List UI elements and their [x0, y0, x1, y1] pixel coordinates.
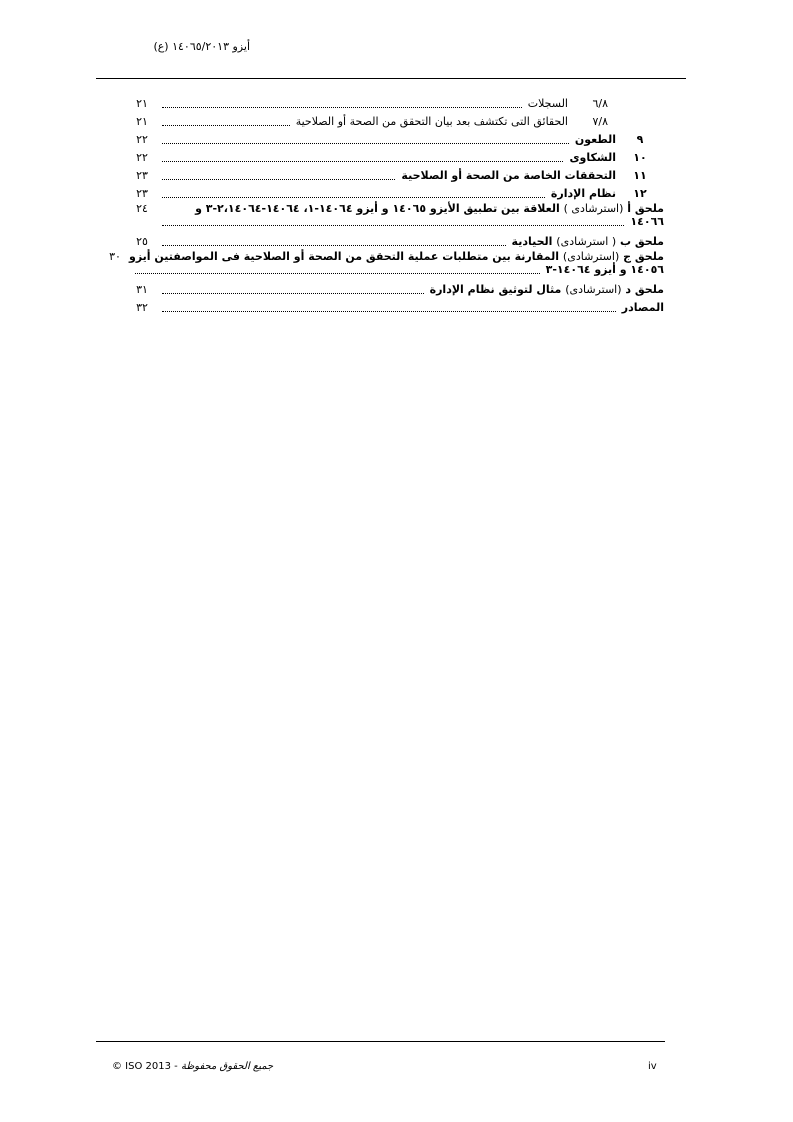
dot-leader — [162, 161, 563, 162]
toc-row[interactable] — [128, 112, 664, 130]
toc-row[interactable] — [128, 184, 664, 202]
toc-number: ١١ — [633, 168, 647, 182]
toc-page: ٢١ — [136, 96, 148, 110]
toc-bibliography-row[interactable] — [128, 298, 664, 316]
toc-page: ٢٣ — [136, 168, 148, 182]
toc-subnumber: ٧/٨ — [592, 114, 608, 128]
dot-leader — [162, 125, 290, 126]
toc-number: ١٠ — [633, 150, 647, 164]
toc-annex-row[interactable] — [128, 280, 664, 298]
footer-page-number: iv — [648, 1061, 657, 1072]
toc-row[interactable] — [128, 130, 664, 148]
toc-label: الحقائق التى تكتشف بعد بيان التحقق من الصحة أو الصلاحية — [295, 114, 568, 128]
toc-label: الطعون — [574, 132, 616, 146]
annex-title-line — [156, 215, 664, 228]
toc-number: ٩ — [636, 132, 644, 146]
toc-page: ٢٤ — [136, 202, 148, 215]
toc-page: ٣٠ — [109, 250, 121, 263]
annex-kind: (استرشادى) — [562, 250, 620, 263]
dot-leader — [162, 107, 522, 108]
annex-title-line — [129, 250, 664, 263]
annex-label — [622, 301, 664, 314]
annex-title-block — [129, 250, 664, 276]
dot-leader — [162, 143, 569, 144]
annex-label — [430, 283, 664, 296]
toc-page: ٢١ — [136, 114, 148, 128]
dot-leader — [162, 225, 624, 226]
table-of-contents — [109, 94, 664, 316]
toc-subnumber: ٦/٨ — [592, 96, 608, 110]
annex-title: العلاقة بين تطبيق الأيزو ١٤٠٦٥ و أيزو ١٤٠٦٤-١، ١٤٠٦٤-٢،١٤٠٦٤-٣ و — [195, 202, 560, 215]
toc-page: ٢٢ — [136, 150, 148, 164]
annex-kind: (استرشادى) — [565, 282, 622, 296]
annex-title-block — [156, 202, 664, 228]
dot-leader — [162, 293, 424, 294]
annex-prefix: ملحق ج — [623, 250, 664, 263]
toc-page: ٣٢ — [136, 300, 148, 314]
annex-prefix: ملحق د — [625, 282, 664, 296]
annex-title: الحيادية — [511, 234, 553, 248]
annex-kind: (استرشادى ) — [563, 202, 624, 215]
toc-label: التحققات الخاصة من الصحة أو الصلاحية — [401, 168, 616, 182]
dot-leader — [162, 245, 506, 246]
dot-leader — [162, 311, 616, 312]
dot-leader — [162, 197, 545, 198]
toc-row[interactable] — [128, 148, 664, 166]
toc-row[interactable] — [128, 94, 664, 112]
dot-leader — [162, 179, 395, 180]
toc-page: ٢٣ — [136, 186, 148, 200]
toc-annex-row[interactable] — [128, 232, 664, 250]
rights-text: جميع الحقوق محفوظة — [180, 1061, 274, 1072]
toc-page: ٣١ — [136, 282, 148, 296]
page-header-title: أيزو ١٤٠٦٥/٢٠١٣ (ع) — [153, 40, 250, 53]
annex-kind: ( استرشادى) — [556, 234, 617, 248]
annex-title-continued: ١٤٠٥٦ و أيزو ١٤٠٦٤-٣ — [545, 263, 664, 276]
copyright-text: © ISO 2013 - — [112, 1061, 181, 1072]
footer-divider — [96, 1041, 665, 1042]
dot-leader — [135, 273, 540, 274]
annex-title: المصادر — [621, 300, 664, 314]
toc-label: الشكاوى — [569, 150, 616, 164]
toc-page: ٢٢ — [136, 132, 148, 146]
header-divider — [96, 78, 686, 79]
annex-title: مثال لتوثيق نظام الإدارة — [429, 282, 562, 296]
annex-title-line — [156, 202, 664, 215]
annex-title: المقارنة بين متطلبات عملية التحقق من الصحة أو الصلاحية فى المواصفتين أيزو — [128, 250, 560, 263]
toc-label: السجلات — [527, 96, 568, 110]
annex-prefix: ملحق ب — [619, 234, 664, 248]
toc-label: نظام الإدارة — [550, 186, 616, 200]
annex-title-line — [129, 263, 664, 276]
toc-row[interactable] — [128, 166, 664, 184]
annex-title-continued: ١٤٠٦٦ — [630, 215, 664, 228]
annex-label — [512, 235, 664, 248]
toc-annex-row[interactable] — [109, 250, 664, 280]
toc-number: ١٢ — [633, 186, 647, 200]
toc-page: ٢٥ — [136, 234, 148, 248]
footer-copyright — [112, 1061, 273, 1072]
annex-prefix: ملحق أ — [627, 202, 664, 215]
toc-annex-row[interactable] — [128, 202, 664, 232]
